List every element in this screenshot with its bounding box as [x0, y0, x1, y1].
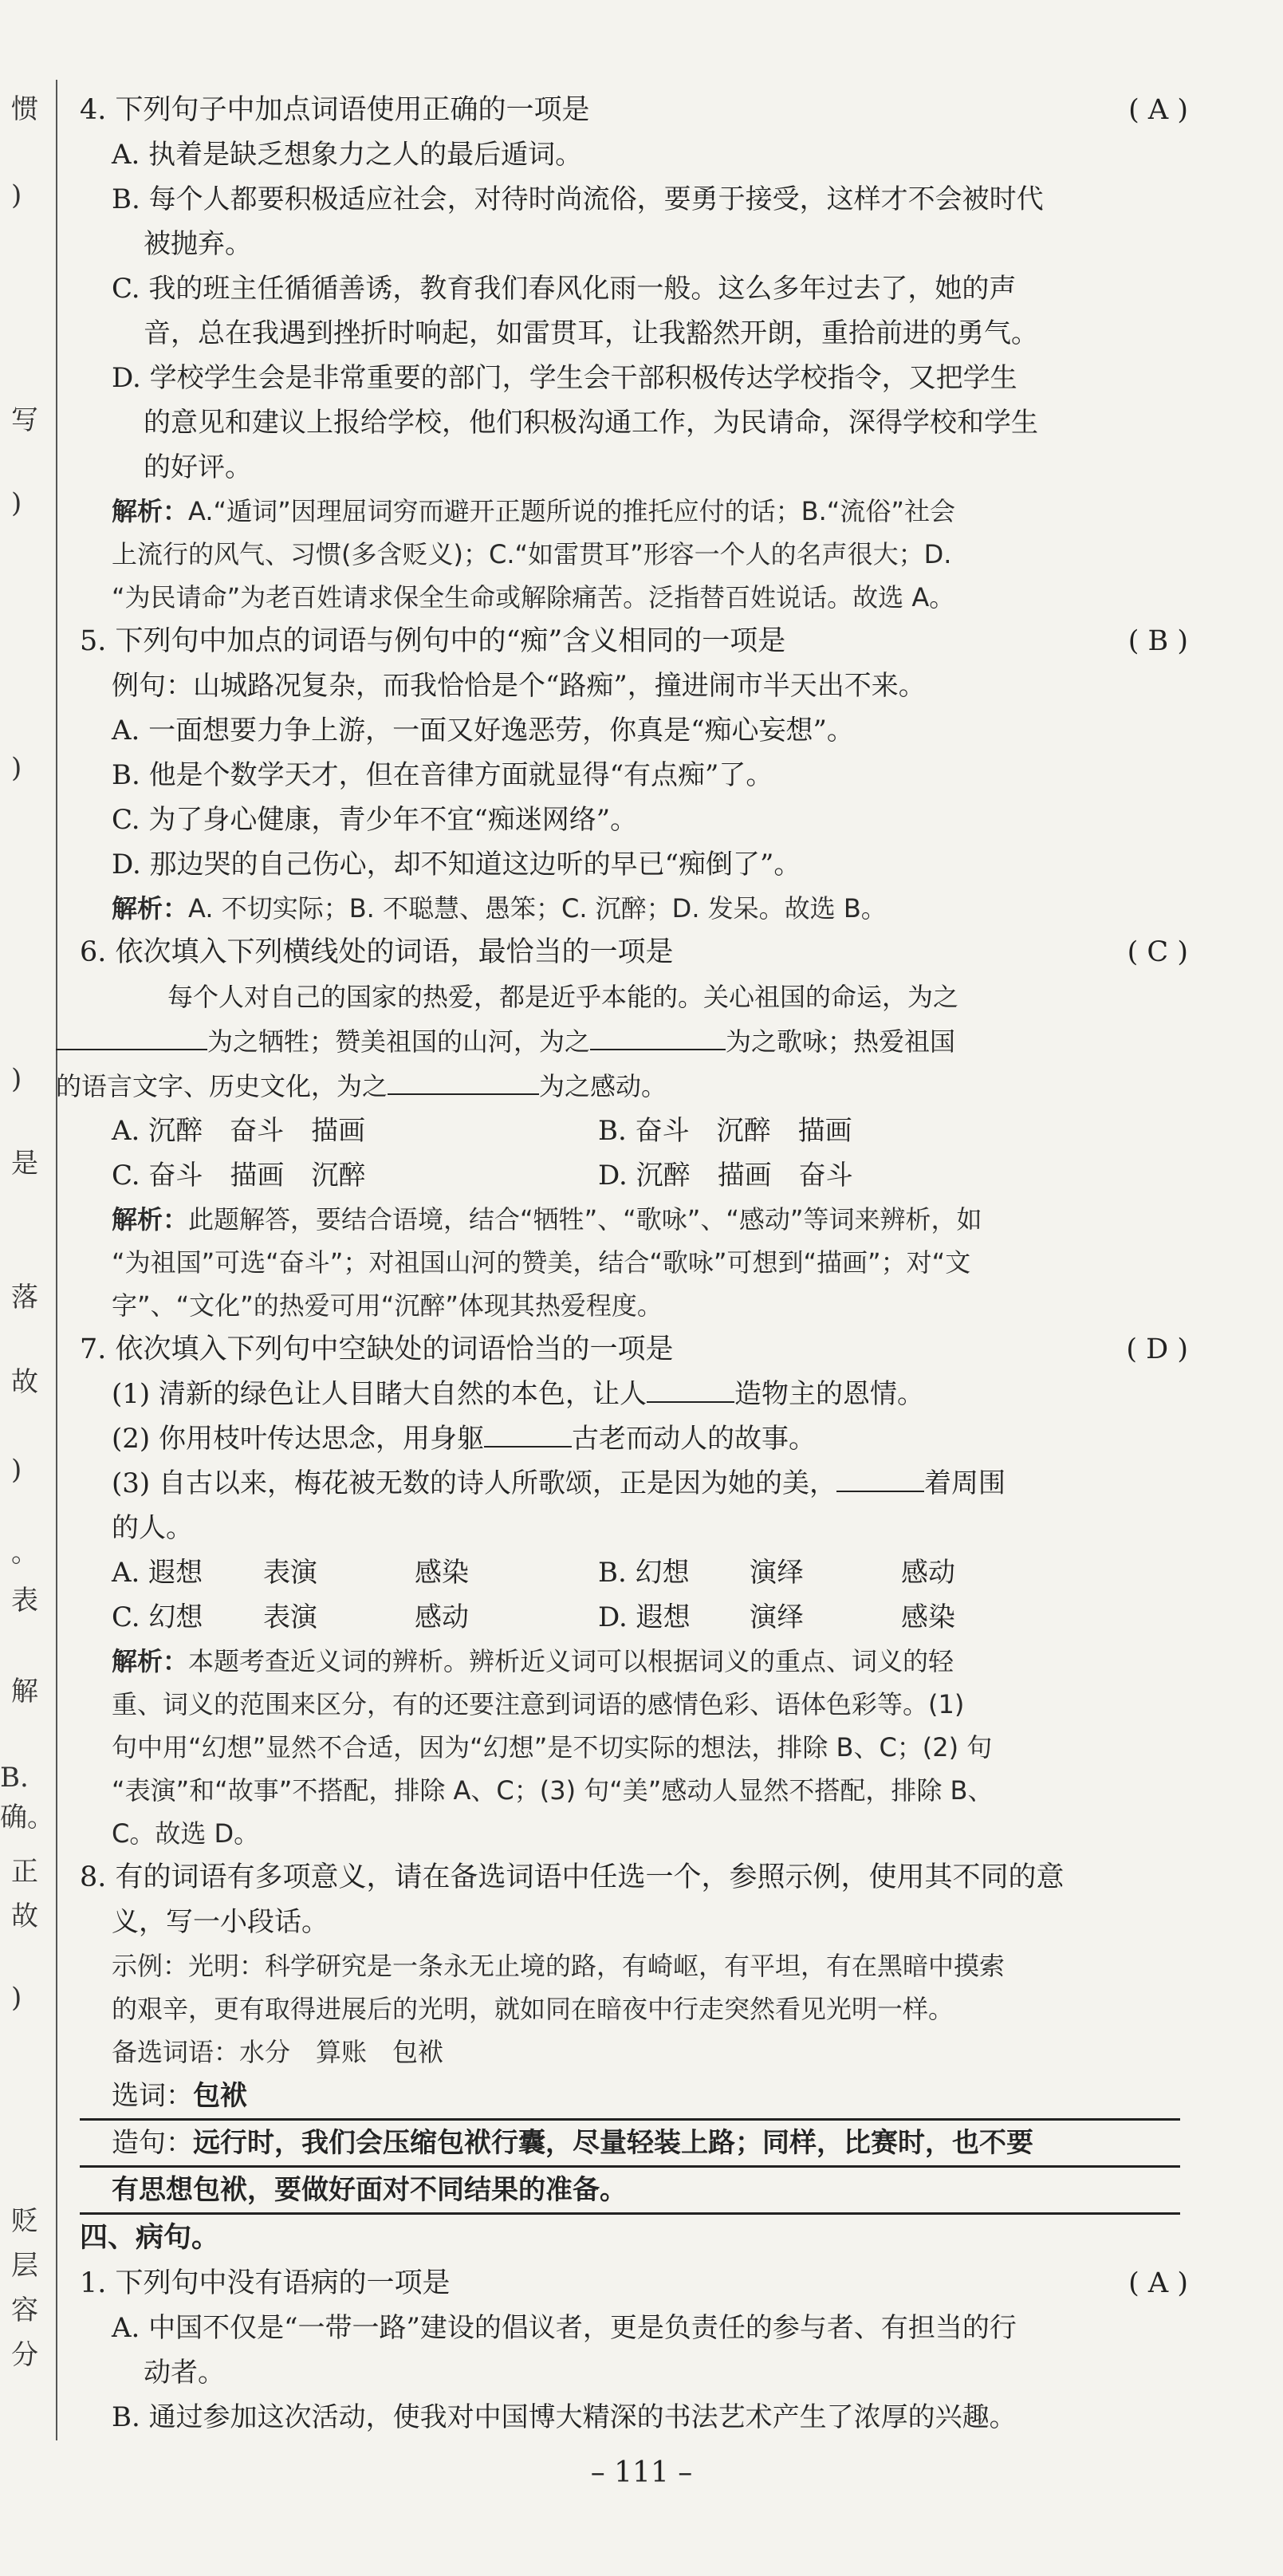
question-5-answer: ( B ) [1128, 625, 1188, 657]
question-7-option-word: A. 遐想 [112, 1557, 203, 1589]
page-number: – 111 – [590, 2456, 693, 2489]
section-4-question-1-stem: 1. 下列句中没有语病的一项是 ( A ) [80, 2261, 1180, 2306]
margin-fragment: ) [11, 752, 22, 784]
question-6-options [80, 1109, 1180, 1198]
blank-line [56, 1025, 207, 1050]
margin-fragment: 。 [11, 1537, 38, 1569]
question-4-answer: ( A ) [1128, 94, 1188, 126]
question-8-example: 示例：光明：科学研究是一条永无止境的路，有崎岖，有平坦，有在黑暗中摸索 的艰辛，更有取得进展后的光明，就如同在暗夜中行走突然看见光明一样。 备选词语：水分 算账 包袱 [112, 1951, 1006, 2067]
margin-fragment: 故 [11, 1900, 38, 1932]
question-6-option-d: D. 沉醉 描画 奋斗 [598, 1160, 853, 1191]
blank-line [484, 1422, 572, 1448]
question-7-option-word: 感动 [415, 1601, 469, 1633]
question-7-option-word: 表演 [263, 1557, 317, 1589]
margin-fragment: 写 [11, 404, 38, 436]
question-6-option-c: C. 奋斗 描画 沉醉 [112, 1160, 366, 1191]
question-5-example: 例句：山城路况复杂，而我恰恰是个“路痴”，撞进闹市半天出不来。 [112, 670, 926, 702]
margin-fragment: 落 [11, 1282, 38, 1314]
question-4-option-c: C. 我的班主任循循善诱，教育我们春风化雨一般。这么多年过去了，她的声 音，总在我遇到挫折时响起，如雷贯耳，让我豁然开朗，重拾前进的勇气。 [112, 273, 1038, 349]
margin-fragment: ) [11, 179, 22, 211]
question-7-option-word: 演绎 [750, 1601, 804, 1633]
question-5-option-b: B. 他是个数学天才，但在音律方面就显得“有点痴”了。 [112, 759, 773, 791]
question-7-stem: 7. 依次填入下列句中空缺处的词语恰当的一项是 ( D ) [80, 1327, 1180, 1372]
question-7-option-word: C. 幻想 [112, 1601, 203, 1633]
blank-line [647, 1377, 734, 1403]
question-8-choice-line: 选词：包袱 [80, 2074, 1180, 2121]
question-7-sentence-1: (1) 清新的绿色让人目睹大自然的本色，让人 造物主的恩情。 [112, 1378, 924, 1410]
question-7-option-word: B. 幻想 [598, 1557, 690, 1589]
question-5-option-d: D. 那边哭的自己伤心，却不知道这边听的早已“痴倒了”。 [112, 849, 801, 880]
question-7-option-word: 表演 [263, 1601, 317, 1633]
handwritten-choice: 包袱 [193, 2080, 247, 2112]
margin-fragment: ) [11, 1063, 22, 1095]
section-4-question-1-answer: ( A ) [1128, 2267, 1188, 2299]
question-4-option-a: A. 执着是缺乏想象力之人的最后遁词。 [112, 139, 583, 171]
question-5-analysis: 解析：A. 不切实际；B. 不聪慧、愚笨；C. 沉醉；D. 发呆。故选 B。 [112, 893, 887, 924]
margin-fragment: ) [11, 1454, 22, 1486]
margin-fragment: 表 [11, 1585, 38, 1617]
margin-fragment: 正 [11, 1856, 38, 1888]
question-4-option-d: D. 学校学生会是非常重要的部门，学生会干部积极传达学校指令，又把学生 的意见和建议上报给学校，他们积极沟通工作，为民请命，深得学校和学生 的好评。 [112, 362, 1038, 483]
question-7-sentence-3: (3) 自古以来，梅花被无数的诗人所歌颂，正是因为她的美， 着周围 的人。 [112, 1467, 1006, 1544]
question-7-option-word: 感动 [901, 1557, 955, 1589]
question-8-stem-cont: 义，写一小段话。 [112, 1906, 329, 1938]
margin-fragment: 故 [11, 1366, 38, 1398]
question-8-candidate-words: 备选词语：水分 算账 包袱 [112, 2037, 444, 2067]
question-4-stem: 4. 下列句子中加点词语使用正确的一项是 ( A ) [80, 88, 1180, 132]
question-7-option-word: D. 遐想 [598, 1601, 691, 1633]
margin-fragment: 解 [11, 1676, 38, 1707]
question-6-option-b: B. 奋斗 沉醉 描画 [598, 1115, 852, 1147]
question-5-stem: 5. 下列句中加点的词语与例句中的“痴”含义相同的一项是 ( B ) [80, 619, 1180, 664]
section-4-title: 四、病句。 [80, 2221, 220, 2254]
margin-fragment: 确。 [0, 1802, 54, 1834]
margin-fragment: 是 [11, 1148, 38, 1180]
question-7-analysis: 解析：本题考查近义词的辨析。辨析近义词可以根据词义的重点、词义的轻 重、词义的范围来区分，有的还要注意到词语的感情色彩、语体色彩等。(1) 句中用“幻想”显然不合适，因为“幻想”是不切实际的想法，排除 B、C；(2) 句 “表演”和“故事”不搭配，排除 A、C；(3) 句“美”感动人显然不搭配，排除 B、 C。故选 D。 [112, 1646, 994, 1849]
question-5-option-a: A. 一面想要力争上游，一面又好逸恶劳，你真是“痴心妄想”。 [112, 715, 854, 746]
question-6-stem: 6. 依次填入下列横线处的词语，最恰当的一项是 ( C ) [80, 930, 1180, 975]
question-7-answer: ( D ) [1126, 1333, 1188, 1365]
blank-line [388, 1069, 539, 1095]
question-8-sentence-line-1: 造句：远行时，我们会压缩包袱行囊，尽量轻装上路；同样，比赛时，也不要 [80, 2121, 1180, 2168]
facing-page-margin [0, 0, 56, 2472]
question-7-sentence-2: (2) 你用枝叶传达思念，用身躯 古老而动人的故事。 [112, 1423, 816, 1455]
question-7-options [80, 1550, 1180, 1640]
question-6-answer: ( C ) [1127, 936, 1188, 968]
margin-fragment: 层 [11, 2250, 38, 2282]
question-6-passage: 每个人对自己的国家的热爱，都是近乎本能的。关心祖国的命运，为之 为之牺牲；赞美祖国的山河，为之 为之歌咏；热爱祖国 的语言文字、历史文化，为之 为之感动。 [56, 982, 959, 1101]
margin-fragment: 分 [11, 2339, 38, 2371]
margin-fragment: 惯 [11, 93, 38, 125]
blank-line [590, 1025, 726, 1050]
question-4-option-b: B. 每个人都要积极适应社会，对待时尚流俗，要勇于接受，这样才不会被时代 被抛弃。 [112, 183, 1044, 260]
question-7-option-word: 感染 [415, 1557, 469, 1589]
question-7-option-word: 感染 [901, 1601, 955, 1633]
margin-fragment: B. [0, 1762, 29, 1794]
section-4-option-a: A. 中国不仅是“一带一路”建设的倡议者，更是负责任的参与者、有担当的行 动者。 [112, 2312, 1017, 2389]
section-4-option-b: B. 通过参加这次活动，使我对中国博大精深的书法艺术产生了浓厚的兴趣。 [112, 2401, 1017, 2433]
margin-divider-line [56, 80, 57, 2440]
question-6-option-a: A. 沉醉 奋斗 描画 [112, 1115, 366, 1147]
question-5-option-c: C. 为了身心健康，青少年不宜“痴迷网络”。 [112, 804, 638, 836]
page-content [56, 88, 1188, 2440]
margin-fragment: 容 [11, 2294, 38, 2326]
question-8-sentence-line-2: 有思想包袱，要做好面对不同结果的准备。 [80, 2168, 1180, 2215]
margin-fragment: ) [11, 1982, 22, 2014]
margin-fragment: ) [11, 487, 22, 519]
blank-line [836, 1467, 924, 1492]
question-6-analysis: 解析：此题解答，要结合语境，结合“牺牲”、“歌咏”、“感动”等词来辨析，如 “为祖国”可选“奋斗”；对祖国山河的赞美，结合“歌咏”可想到“描画”；对“文 字”、“文化”的热爱可用“沉醉”体现其热爱程度。 [112, 1204, 982, 1321]
margin-fragment: 贬 [11, 2205, 38, 2237]
question-4-analysis: 解析：A.“遁词”因理屈词穷而避开正题所说的推托应付的话；B.“流俗”社会 上流行的风气、习惯(多含贬义)；C.“如雷贯耳”形容一个人的名声很大；D. “为民请命”为老百姓请求保全生命或解除痛苦。泛指替百姓说话。故选 A。 [112, 496, 955, 612]
question-7-option-word: 演绎 [750, 1557, 804, 1589]
question-8-stem: 8. 有的词语有多项意义，请在备选词语中任选一个，参照示例，使用其不同的意 [80, 1861, 1065, 1893]
